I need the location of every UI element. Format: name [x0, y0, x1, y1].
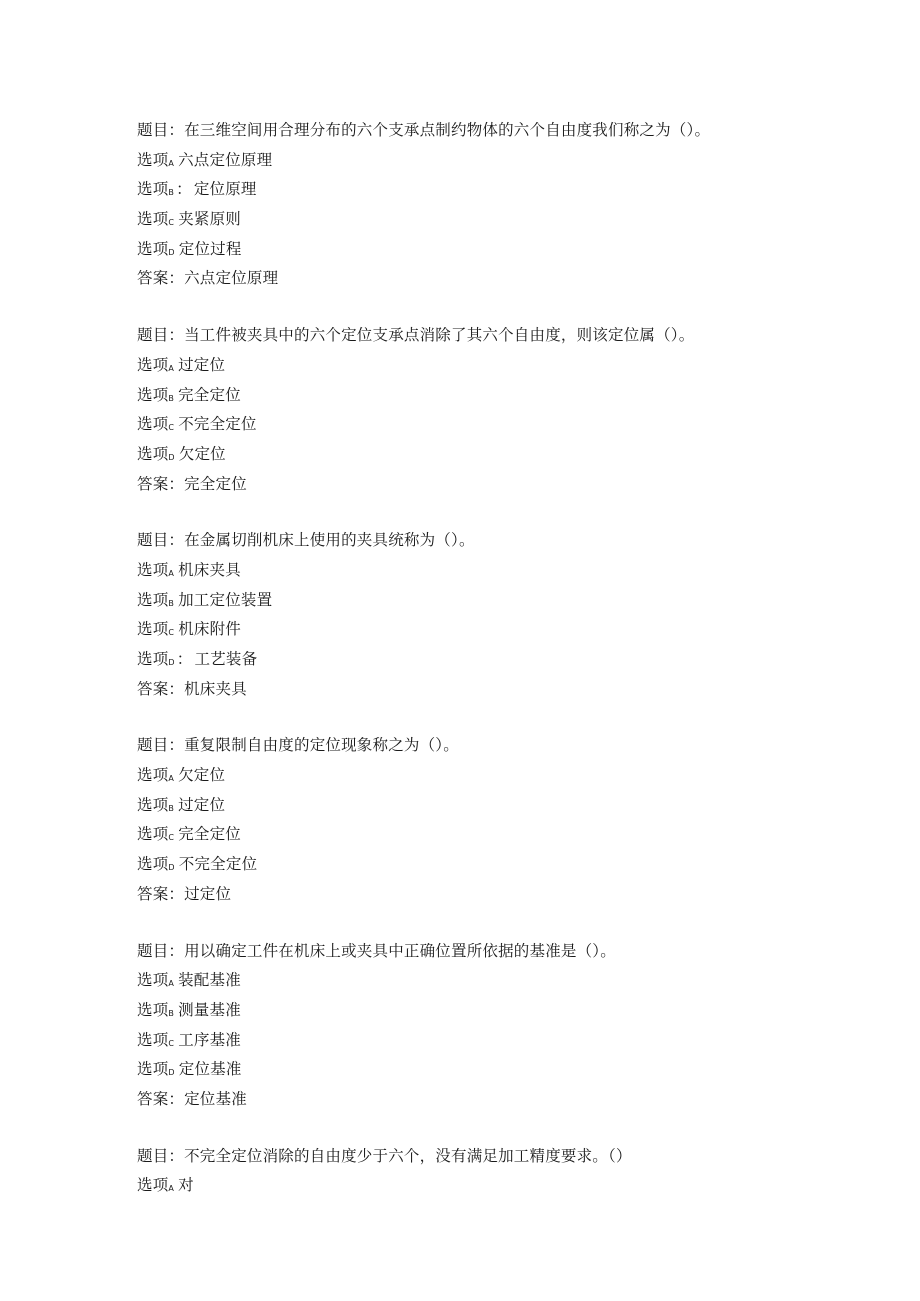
- option-letter: D: [168, 1068, 175, 1078]
- option-prefix: 选项: [137, 620, 169, 639]
- option-prefix: 选项: [137, 766, 169, 785]
- option-line: [137, 175, 857, 205]
- answer-text: 完全定位: [184, 474, 247, 493]
- option-text: 测量基准: [178, 1000, 241, 1019]
- question-label: 题目：: [137, 1146, 185, 1165]
- question-label: 题目：: [137, 326, 185, 345]
- option-text: 工艺装备: [194, 650, 258, 668]
- option-letter: A: [168, 1184, 175, 1194]
- option-text: 工序基准: [178, 1030, 242, 1049]
- option-letter: B: [168, 188, 175, 198]
- question-title: [137, 526, 857, 556]
- option-prefix: 选项: [137, 150, 169, 169]
- option-separator: ：: [176, 650, 193, 668]
- option-prefix: 选项: [137, 1030, 169, 1049]
- option-letter: A: [168, 979, 175, 989]
- option-prefix: 选项: [137, 971, 169, 990]
- question-text: 用以确定工件在机床上或夹具中正确位置所依据的基准是（）。: [184, 941, 616, 960]
- option-text: 夹紧原则: [178, 210, 242, 229]
- option-text: 欠定位: [178, 766, 226, 785]
- option-prefix: 选项: [137, 1060, 169, 1079]
- question-title: [137, 1142, 857, 1172]
- option-line: [137, 235, 857, 265]
- answer-text: 六点定位原理: [184, 269, 279, 288]
- question-label: 题目：: [137, 941, 185, 960]
- answer-line: [137, 1085, 857, 1115]
- option-prefix: 选项: [137, 210, 169, 229]
- option-text: 欠定位: [178, 444, 226, 463]
- option-prefix: 选项: [137, 560, 169, 579]
- option-letter: C: [168, 218, 175, 228]
- option-text: 过定位: [178, 355, 226, 374]
- option-prefix: 选项: [137, 385, 169, 404]
- option-text: 过定位: [178, 795, 226, 814]
- option-letter: A: [168, 363, 175, 373]
- question-label: 题目：: [137, 531, 185, 550]
- answer-line: [137, 470, 857, 500]
- option-letter: B: [168, 393, 175, 403]
- option-letter: B: [168, 598, 175, 608]
- option-line: [137, 146, 857, 176]
- option-letter: D: [168, 247, 175, 257]
- option-letter: C: [168, 423, 175, 433]
- question-text: 在三维空间用合理分布的六个支承点制约物体的六个自由度我们称之为（）。: [184, 121, 711, 139]
- answer-line: [137, 880, 857, 910]
- answer-label: 答案：: [137, 1089, 185, 1108]
- option-prefix: 选项: [137, 239, 169, 258]
- option-line: [137, 820, 857, 850]
- option-line: [137, 966, 857, 996]
- option-line: [137, 205, 857, 235]
- option-line: [137, 645, 857, 675]
- option-line: [137, 381, 857, 411]
- option-prefix: 选项: [137, 1176, 169, 1195]
- question-title: [137, 321, 857, 351]
- option-text: 不完全定位: [178, 415, 257, 434]
- option-line: [137, 615, 857, 645]
- question-title: [137, 937, 857, 967]
- option-text: 加工定位装置: [178, 590, 273, 609]
- answer-label: 答案：: [137, 884, 185, 903]
- option-letter: B: [168, 1008, 175, 1018]
- question-text: 当工件被夹具中的六个定位支承点消除了其六个自由度，则该定位属（）。: [184, 326, 695, 345]
- option-letter: C: [168, 628, 175, 638]
- option-letter: D: [168, 863, 175, 873]
- option-prefix: 选项: [137, 355, 169, 374]
- option-letter: B: [168, 803, 175, 813]
- answer-label: 答案：: [137, 679, 185, 698]
- option-letter: D: [168, 452, 175, 462]
- option-line: [137, 1055, 857, 1085]
- option-prefix: 选项: [137, 650, 169, 668]
- option-prefix: 选项: [137, 1000, 169, 1019]
- option-prefix: 选项: [137, 180, 169, 199]
- option-line: [137, 1171, 857, 1201]
- option-line: [137, 791, 857, 821]
- option-line: [137, 996, 857, 1026]
- question-label: 题目：: [137, 121, 185, 139]
- option-prefix: 选项: [137, 415, 169, 434]
- option-letter: A: [168, 158, 175, 168]
- question-document: [137, 116, 857, 1228]
- option-letter: A: [168, 568, 175, 578]
- option-letter: C: [168, 833, 175, 843]
- option-text: 机床附件: [178, 620, 242, 639]
- option-text: 定位过程: [178, 239, 242, 258]
- option-letter: A: [168, 774, 175, 784]
- answer-line: [137, 675, 857, 705]
- option-line: [137, 556, 857, 586]
- option-prefix: 选项: [137, 825, 169, 844]
- option-line: [137, 410, 857, 440]
- option-text: 完全定位: [178, 385, 241, 404]
- question-text: 在金属切削机床上使用的夹具统称为（）。: [184, 531, 475, 550]
- answer-label: 答案：: [137, 474, 185, 493]
- question-block: [137, 116, 857, 294]
- answer-line: [137, 264, 857, 294]
- option-line: [137, 586, 857, 616]
- option-line: [137, 850, 857, 880]
- option-prefix: 选项: [137, 444, 169, 463]
- question-block: [137, 1142, 857, 1201]
- option-text: 机床夹具: [178, 560, 241, 579]
- question-label: 题目：: [137, 736, 185, 755]
- answer-text: 定位基准: [184, 1089, 247, 1108]
- option-prefix: 选项: [137, 590, 169, 609]
- option-text: 装配基准: [178, 971, 241, 990]
- question-block: [137, 937, 857, 1115]
- question-block: [137, 731, 857, 909]
- option-letter: C: [168, 1038, 175, 1048]
- answer-text: 机床夹具: [184, 679, 247, 698]
- option-separator: ：: [176, 180, 192, 199]
- option-letter: D: [168, 658, 175, 667]
- question-title: [137, 116, 857, 146]
- question-block: [137, 321, 857, 499]
- option-line: [137, 1026, 857, 1056]
- question-text: 不完全定位消除的自由度少于六个，没有满足加工精度要求。（）: [184, 1146, 632, 1165]
- option-text: 不完全定位: [178, 855, 258, 874]
- option-prefix: 选项: [137, 855, 169, 874]
- option-text: 定位原理: [193, 180, 257, 199]
- option-text: 六点定位原理: [178, 150, 273, 169]
- option-line: [137, 440, 857, 470]
- option-text: 定位基准: [178, 1060, 242, 1079]
- answer-text: 过定位: [184, 884, 232, 903]
- question-title: [137, 731, 857, 761]
- option-text: 完全定位: [178, 825, 242, 844]
- option-line: [137, 351, 857, 381]
- question-text: 重复限制自由度的定位现象称之为（）。: [184, 736, 459, 755]
- option-prefix: 选项: [137, 795, 169, 814]
- option-line: [137, 761, 857, 791]
- question-block: [137, 526, 857, 704]
- answer-label: 答案：: [137, 269, 185, 288]
- option-text: 对: [178, 1176, 194, 1195]
